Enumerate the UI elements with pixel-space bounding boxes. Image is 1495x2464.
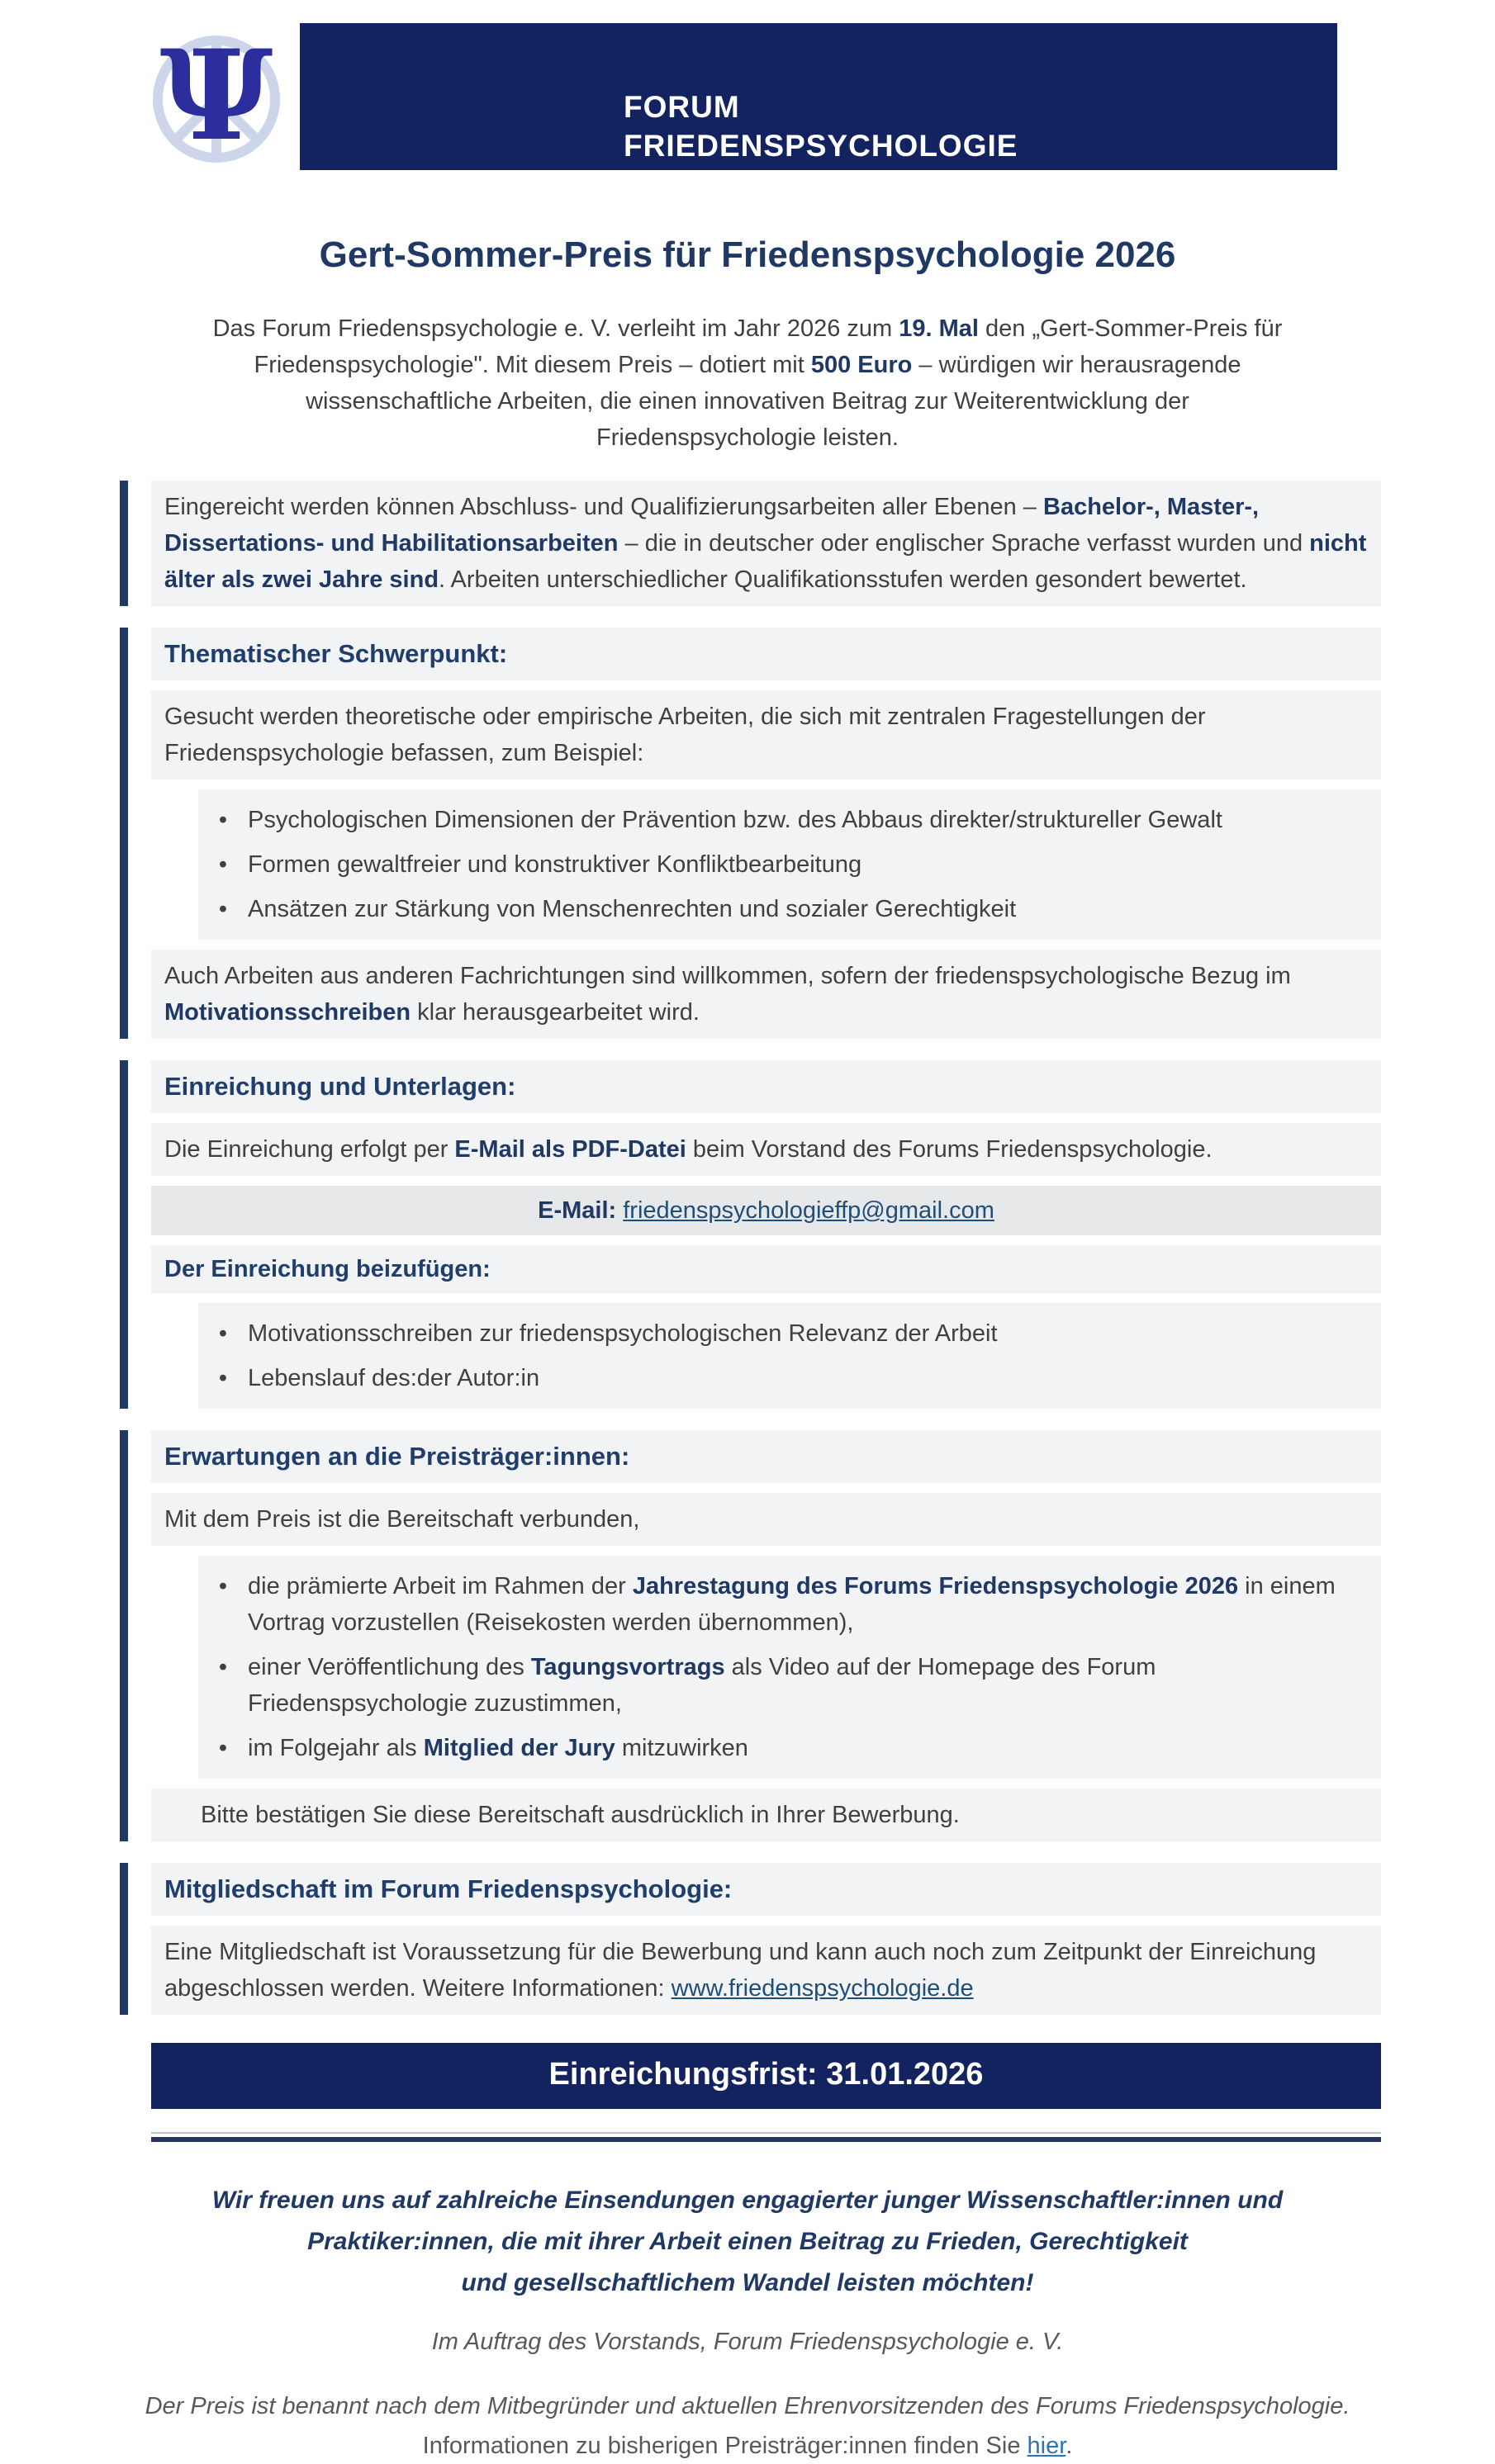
content [120, 481, 1381, 2142]
doc-link[interactable]: www.friedenspsychologie.de [671, 1975, 974, 2002]
divider-rule [151, 2132, 1381, 2142]
bullet-item [198, 1356, 1368, 1400]
thematic-bullet-list [198, 789, 1381, 940]
text-segment: Das Forum Friedenspsychologie e. V. verleiht im Jahr 2026 zum [212, 315, 899, 342]
text-segment: Jahrestagung des Forums Friedenspsychologie 2026 [632, 1573, 1239, 1599]
text-segment: . [1065, 2433, 1073, 2459]
doc-link[interactable]: friedenspsychologieffp@gmail.com [623, 1197, 994, 1224]
section-expectations [120, 1430, 1381, 1841]
expectations-paragraph: Mit dem Preis ist die Bereitschaft verbunden, [151, 1493, 1381, 1546]
closing-appeal [0, 2180, 1495, 2304]
text-segment: Auch Arbeiten aus anderen Fachrichtungen sind willkommen, sofern der friedenspsychologische Bezug im [164, 963, 1291, 989]
bullet-text [248, 1568, 1368, 1641]
eligibility-paragraph [151, 481, 1381, 606]
bullet-dot: • [218, 851, 228, 878]
text-segment: Tagungsvortrags [530, 1654, 725, 1680]
brand-line-1: FORUM [624, 90, 740, 124]
text-segment: – würdigen wir herausragende wissenschaftliche Arbeiten, die einen innovativen Beitrag zur Weiterentwicklung der Friedenspsychologie leisten. [306, 352, 1241, 451]
text-segment: Bachelor-, Master-, Dissertations- und Habilitationsarbeiten [164, 494, 1260, 557]
header-banner [300, 23, 1337, 170]
doc-link[interactable]: hier [1027, 2433, 1066, 2459]
text-segment: . Arbeiten unterschiedlicher Qualifikationsstufen werden gesondert bewertet. [439, 566, 1247, 593]
text-segment: als Video auf der Homepage des Forum Friedenspsychologie zuzustimmen, [248, 1654, 1156, 1717]
bullet-text [248, 802, 1368, 838]
email-line [151, 1186, 1381, 1235]
bullet-text [248, 1360, 1368, 1396]
text-segment: – die in deutscher oder englischer Sprache verfasst wurden und [618, 530, 1310, 557]
deadline-banner: Einreichungsfrist: 31.01.2026 [151, 2043, 1381, 2109]
section-eligibility [120, 481, 1381, 606]
submission-paragraph [151, 1123, 1381, 1176]
header [0, 0, 1495, 198]
text-segment: klar herausgearbeitet wird. [411, 999, 700, 1026]
text-segment: mitzuwirken [615, 1735, 748, 1761]
bullet-item [198, 1311, 1368, 1356]
bullet-text [248, 846, 1368, 883]
text-segment: einer Veröffentlichung des [248, 1654, 531, 1680]
appeal-line-2: Praktiker:innen, die mit ihrer Arbeit einen Beitrag zu Frieden, Gerechtigkeit [307, 2228, 1188, 2255]
text-segment: Formen gewaltfreier und konstruktiver Konfliktbearbeitung [248, 851, 862, 878]
expectations-bullet-list [198, 1556, 1381, 1779]
text-segment: Motivationsschreiben zur friedenspsychologischen Relevanz der Arbeit [248, 1320, 998, 1347]
bullet-text [248, 1649, 1368, 1722]
attachments-bullet-list [198, 1303, 1381, 1409]
text-segment: die prämierte Arbeit im Rahmen der [248, 1573, 633, 1599]
brand-text [624, 88, 1018, 165]
brand-line-2: FRIEDENSPSYCHOLOGIE [624, 129, 1018, 163]
text-segment: im Folgejahr als [248, 1735, 424, 1761]
expectations-note: Bitte bestätigen Sie diese Bereitschaft ausdrücklich in Ihrer Bewerbung. [151, 1789, 1381, 1841]
text-segment: 19. Mal [899, 315, 979, 342]
expectations-heading: Erwartungen an die Preisträger:innen: [151, 1430, 1381, 1483]
text-segment: Mitglied der Jury [423, 1735, 615, 1761]
thematic-heading: Thematischer Schwerpunkt: [151, 628, 1381, 680]
text-segment: Die Einreichung erfolgt per [164, 1136, 455, 1163]
bullet-dot: • [218, 1573, 228, 1599]
bullet-dot: • [218, 1320, 228, 1347]
bullet-text [248, 1730, 1368, 1766]
text-segment: Motivationsschreiben [164, 999, 411, 1026]
signature-line: Im Auftrag des Vorstands, Forum Friedenspsychologie e. V. [431, 2329, 1064, 2355]
text-segment: Informationen zu bisherigen Preisträger:innen finden Sie [422, 2433, 1028, 2459]
attachments-heading: Der Einreichung beizufügen: [151, 1245, 1381, 1293]
section-accent-bar [120, 1430, 128, 1841]
psi-glyph-icon: Ψ [159, 23, 273, 168]
bullet-dot: • [218, 1735, 228, 1761]
text-segment: Psychologischen Dimensionen der Prävention bzw. des Abbaus direkter/struktureller Gewalt [248, 807, 1222, 833]
bullet-dot: • [218, 1365, 228, 1391]
section-membership [120, 1863, 1381, 2015]
intro-paragraph [194, 310, 1301, 456]
text-segment: den „Gert-Sommer-Preis für Friedenspsychologie". Mit diesem Preis – dotiert mit [254, 315, 1283, 378]
section-accent-bar [120, 628, 128, 1039]
psi-peace-logo-icon [149, 25, 284, 173]
appeal-line-3: und gesellschaftlichem Wandel leisten möchten! [461, 2269, 1034, 2296]
bullet-text [248, 1315, 1368, 1352]
text-segment: E-Mail als PDF-Datei [454, 1136, 686, 1163]
text-segment: 500 Euro [810, 352, 913, 378]
bullet-item [198, 1645, 1368, 1726]
section-accent-bar [120, 1060, 128, 1409]
membership-heading: Mitgliedschaft im Forum Friedenspsychologie: [151, 1863, 1381, 1916]
text-segment: Eine Mitgliedschaft ist Voraussetzung für die Bewerbung und kann auch noch zum Zeitpunkt der Einreichung abgeschlossen werden. Weitere Informationen: [164, 1939, 1317, 2002]
footnote-naming: Der Preis ist benannt nach dem Mitbegründer und aktuellen Ehrenvorsitzenden des Forums Friedenspsychologie. [145, 2393, 1350, 2419]
bullet-dot: • [218, 896, 228, 922]
text-segment: in einem Vortrag vorzustellen (Reisekosten werden übernommen), [248, 1573, 1336, 1636]
bullet-item [198, 1726, 1368, 1770]
section-accent-bar [120, 1863, 128, 2015]
section-submission [120, 1060, 1381, 1409]
thematic-paragraph: Gesucht werden theoretische oder empirische Arbeiten, die sich mit zentralen Fragestellungen der Friedenspsychologie befassen, zum Beispiel: [151, 690, 1381, 779]
text-segment: Eingereicht werden können Abschluss- und Qualifizierungsarbeiten aller Ebenen – [164, 494, 1043, 520]
text-segment: E-Mail: [538, 1197, 624, 1224]
bullet-item [198, 842, 1368, 887]
text-segment: beim Vorstand des Forums Friedenspsychologie. [686, 1136, 1213, 1163]
bullet-item [198, 1564, 1368, 1645]
text-segment: Ansätzen zur Stärkung von Menschenrechten und sozialer Gerechtigkeit [248, 896, 1017, 922]
bullet-item [198, 798, 1368, 842]
appeal-line-1: Wir freuen uns auf zahlreiche Einsendungen engagierter junger Wissenschaftler:innen und [211, 2187, 1284, 2214]
thematic-closing-paragraph [151, 950, 1381, 1039]
membership-paragraph [151, 1926, 1381, 2015]
bullet-dot: • [218, 807, 228, 833]
text-segment: Lebenslauf des:der Autor:in [248, 1365, 540, 1391]
submission-heading: Einreichung und Unterlagen: [151, 1060, 1381, 1113]
footnote-previous-winners [0, 2428, 1495, 2464]
text-segment: nicht älter als zwei Jahre sind [164, 530, 1367, 593]
section-accent-bar [120, 481, 128, 606]
section-thematic [120, 628, 1381, 1039]
page-title: Gert-Sommer-Preis für Friedenspsychologie 2026 [319, 235, 1176, 275]
bullet-item [198, 887, 1368, 931]
bullet-text [248, 891, 1368, 927]
bullet-dot: • [218, 1654, 228, 1680]
